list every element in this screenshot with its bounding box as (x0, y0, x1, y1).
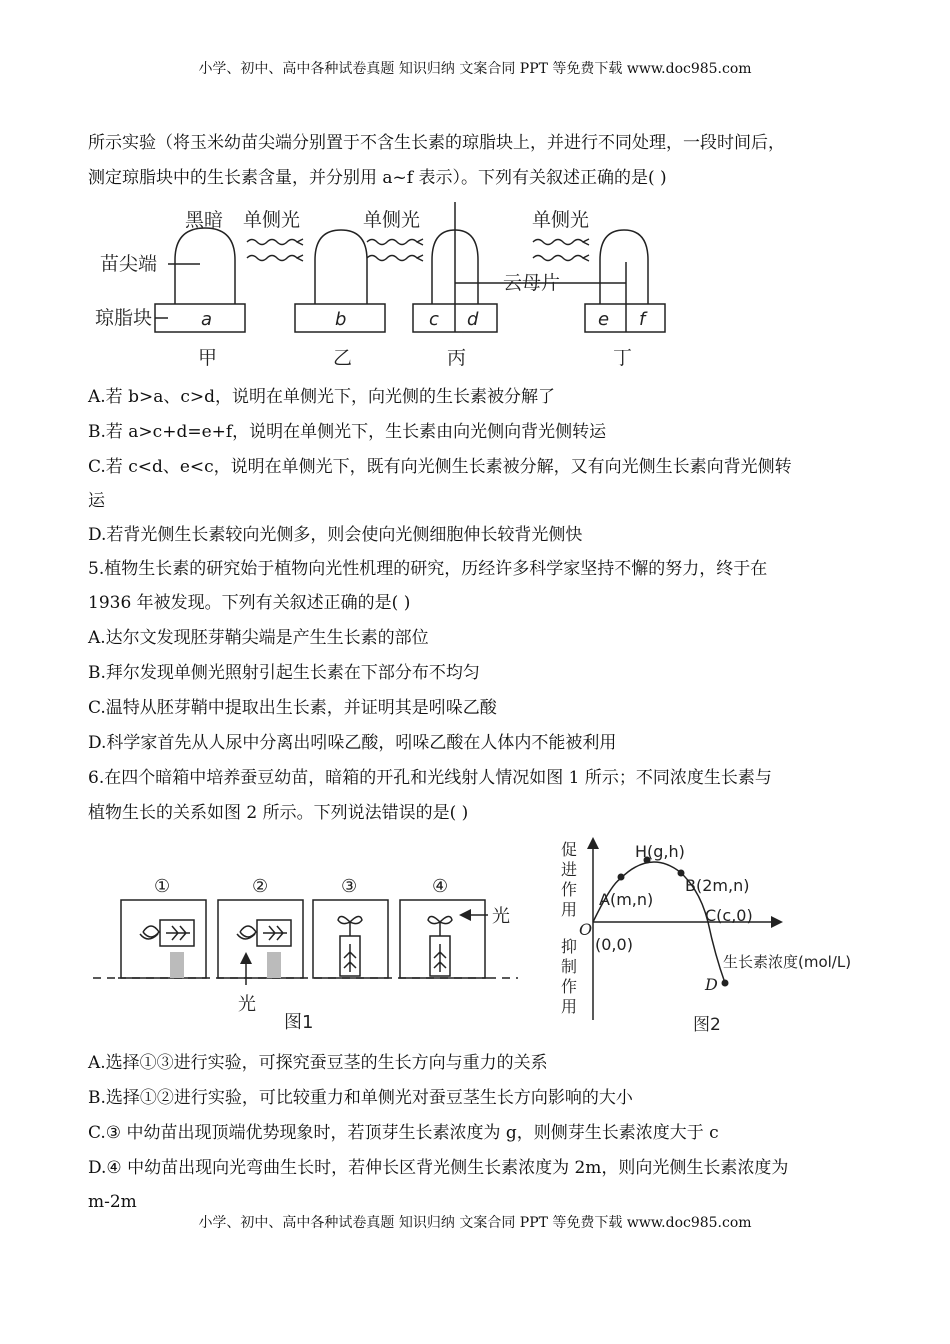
block-a: a (201, 309, 213, 330)
block-b: b (335, 309, 347, 330)
coleoptile-jia (175, 228, 235, 304)
figure-1-caption: 图1 (284, 1012, 314, 1033)
y-inhibit-4: 用 (561, 997, 578, 1016)
q6-option-c: C.③ 中幼苗出现顶端优势现象时，若顶芽生长素浓度为 g，则侧芽生长素浓度大于 c (88, 1123, 719, 1143)
dark-box-figure (88, 840, 528, 1040)
point-o-label: (0,0) (595, 935, 633, 954)
y-promote-2: 进 (561, 860, 578, 879)
label-light-1: 单侧光 (243, 209, 301, 231)
label-tip: 苗尖端 (100, 253, 158, 275)
box-label-3: ③ (341, 876, 358, 897)
q4-option-c-cont: 运 (88, 491, 105, 511)
question-5-stem-line2: 1936 年被发现。下列有关叙述正确的是( ) (88, 593, 411, 613)
q6-option-d: D.④ 中幼苗出现向光弯曲生长时，若伸长区背光侧生长素浓度为 2m，则向光侧生长素浓度为 (88, 1158, 789, 1178)
q5-option-d: D.科学家首先从人尿中分离出吲哚乙酸，吲哚乙酸在人体内不能被利用 (88, 733, 617, 753)
block-d: d (467, 309, 479, 330)
y-promote-3: 作 (561, 880, 578, 899)
q6-option-a: A.选择①③进行实验，可探究蚕豆茎的生长方向与重力的关系 (88, 1053, 548, 1073)
y-inhibit-1: 抑 (561, 937, 578, 956)
box-label-4: ④ (432, 876, 449, 897)
auxin-experiment-figure (95, 200, 685, 375)
group-jia: 甲 (198, 347, 218, 369)
q4-option-b: B.若 a>c+d=e+f，说明在单侧光下，生长素由向光侧向背光侧转运 (88, 422, 607, 442)
question-5-stem-line1: 5.植物生长素的研究始于植物向光性机理的研究，历经许多科学家坚持不懈的努力，终于在 (88, 559, 768, 579)
group-ding: 丁 (613, 347, 633, 369)
origin-label: O (579, 920, 593, 939)
point-b (678, 870, 685, 877)
label-light-3: 单侧光 (532, 209, 590, 231)
block-f: f (639, 309, 646, 330)
q5-option-b: B.拜尔发现单侧光照射引起生长素在下部分布不均匀 (88, 663, 480, 683)
q6-option-d-cont: m-2m (88, 1192, 137, 1212)
figure-2-caption: 图2 (693, 1015, 721, 1035)
point-d-label: D (705, 975, 718, 994)
light-rays (247, 239, 589, 261)
point-b-label: B(2m,n) (685, 876, 750, 895)
block-e: e (598, 309, 610, 330)
auxin-concentration-curve (555, 835, 890, 1035)
group-bing: 丙 (447, 347, 467, 369)
page-header: 小学、初中、高中各种试卷真题 知识归纳 文案合同 PPT 等免费下载 www.doc985.com (198, 61, 752, 77)
y-inhibit-3: 作 (561, 977, 578, 996)
y-inhibit-2: 制 (561, 957, 578, 976)
page-footer: 小学、初中、高中各种试卷真题 知识归纳 文案合同 PPT 等免费下载 www.doc985.com (198, 1215, 752, 1231)
question-6-stem-line1: 6.在四个暗箱中培养蚕豆幼苗，暗箱的开孔和光线射人情况如图 1 所示；不同浓度生长素与 (88, 768, 772, 788)
label-mica: 云母片 (503, 272, 561, 294)
question-6-stem-line2: 植物生长的关系如图 2 所示。下列说法错误的是( ) (88, 803, 469, 823)
point-c-label: C(c,0) (705, 906, 753, 925)
question-4-stem-line2: 测定琼脂块中的生长素含量，并分别用 a~f 表示）。下列有关叙述正确的是( ) (88, 168, 667, 188)
dark-box-4 (400, 900, 485, 978)
q4-option-a: A.若 b>a、c>d，说明在单侧光下，向光侧的生长素被分解了 (88, 387, 555, 407)
light-label-side: 光 (492, 906, 510, 927)
point-a-label: A(m,n) (599, 890, 654, 909)
label-light-2: 单侧光 (363, 209, 421, 231)
point-d (722, 980, 729, 987)
light-label-bottom: 光 (238, 994, 256, 1015)
coleoptile-ding (600, 230, 648, 304)
q4-option-c: C.若 c<d、e<c，说明在单侧光下，既有向光侧生长素被分解，又有向光侧生长素向背光侧转 (88, 457, 792, 477)
block-c: c (429, 309, 439, 330)
q5-option-c: C.温特从胚芽鞘中提取出生长素，并证明其是吲哚乙酸 (88, 698, 497, 718)
label-agar: 琼脂块 (95, 307, 153, 329)
question-4-stem-line1: 所示实验（将玉米幼苗尖端分别置于不含生长素的琼脂块上，并进行不同处理，一段时间后， (88, 133, 785, 153)
agar-block-a (155, 304, 245, 332)
y-promote-4: 用 (561, 900, 578, 919)
box-label-1: ① (154, 876, 171, 897)
q4-option-d: D.若背光侧生长素较向光侧多，则会使向光侧细胞伸长较背光侧快 (88, 525, 583, 545)
group-yi: 乙 (333, 347, 353, 369)
point-a (618, 874, 625, 881)
x-axis-label: 生长素浓度(mol/L) (723, 953, 852, 971)
box-label-2: ② (252, 876, 269, 897)
label-dark: 黑暗 (185, 209, 224, 231)
q6-option-b: B.选择①②进行实验，可比较重力和单侧光对蚕豆茎生长方向影响的大小 (88, 1088, 633, 1108)
y-promote-1: 促 (561, 840, 578, 859)
point-h-label: H(g,h) (635, 842, 685, 861)
coleoptile-yi (315, 230, 367, 304)
agar-block-ef (585, 304, 665, 332)
q5-option-a: A.达尔文发现胚芽鞘尖端是产生生长素的部位 (88, 628, 429, 648)
